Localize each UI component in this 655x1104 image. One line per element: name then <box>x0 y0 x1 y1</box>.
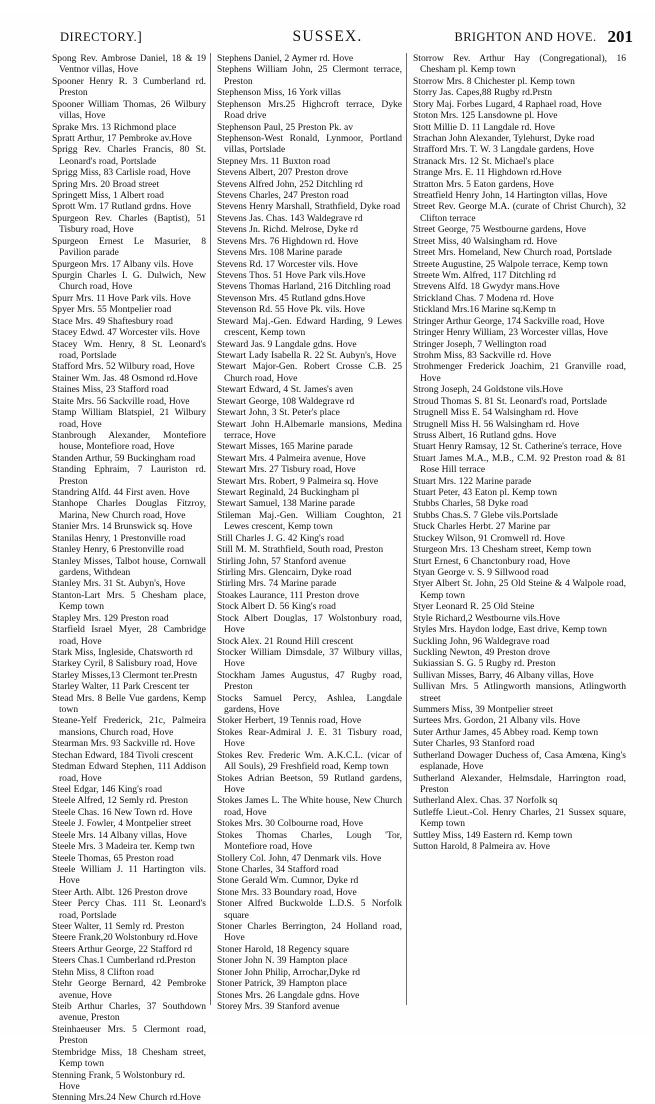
directory-entry: Stepney Mrs. 11 Buxton road <box>217 155 331 167</box>
directory-entry: Spooner William Thomas, 26 Wilbury villas, Hove <box>52 98 206 122</box>
directory-entry: Story Maj. Forbes Lugard, 4 Raphael road, Hove <box>413 98 602 110</box>
directory-entry: Streete Augustine, 25 Walpole terrace, Kemp town <box>413 258 608 270</box>
directory-entry: Stark Miss, Ingleside, Chatsworth rd <box>52 646 193 658</box>
directory-entry: Stratton Mrs. 5 Eaton gardens, Hove <box>413 178 554 190</box>
directory-entry: Stoner John N. 39 Hampton place <box>217 955 348 967</box>
directory-entry: Stewart Mrs. 27 Tisbury road, Hove <box>217 464 356 476</box>
directory-entry: Suckling Newton, 49 Preston drove <box>413 646 550 658</box>
directory-entry: Stokes James L. The White house, New Church road, Hove <box>217 795 402 818</box>
directory-entry: Standen Arthur, 59 Buckingham road <box>52 452 196 464</box>
directory-entry: Steer Percy Chas. 111 St. Leonard's road, Portslade <box>52 898 206 921</box>
directory-entry: Stuckey Wilson, 91 Cromwell rd. Hove <box>413 532 565 544</box>
directory-entry: Steane-Yelf Frederick, 21c, Palmeira mansions, Church road, Hove <box>52 715 206 738</box>
directory-entry: Stanley Henry, 6 Prestonville road <box>52 544 184 556</box>
running-head <box>14 12 641 46</box>
directory-entry: Still Charles J. G. 42 King's road <box>217 532 345 544</box>
directory-entry: Sukiassian S. G. 5 Rugby rd. Preston <box>413 658 556 670</box>
directory-entry: Stubbs Charles, 58 Dyke road <box>413 498 529 510</box>
directory-entry: Stokes Thomas Charles, Lough 'Tor, Montefiore road, Hove <box>217 829 402 853</box>
directory-entry: Stickland Mrs.16 Marine sq.Kemp tn <box>413 304 556 316</box>
directory-entry: Stuart Mrs. 122 Marine parade <box>413 475 532 487</box>
directory-entry: Stevens Jn. Richd. Melrose, Dyke rd <box>217 224 359 236</box>
directory-entry: Stafford Mrs. 52 Wilbury road, Hove <box>52 361 195 373</box>
directory-entry: Steel Edgar, 146 King's road <box>52 784 163 795</box>
directory-entry: Stewart Lady Isabella R. 22 St. Aubyn's, Hove <box>217 349 397 361</box>
directory-entry: Stokes Mrs. 30 Colbourne road, Hove <box>217 818 364 830</box>
directory-entry: Stapley Mrs. 129 Preston road <box>52 612 169 624</box>
directory-entry: Sutleffe Lieut.-Col. Henry Charles, 21 Sussex square, Kemp town <box>413 806 626 830</box>
directory-entry: Stewart Samuel, 138 Marine parade <box>217 498 355 510</box>
directory-entry: Storrow Rev. Arthur Hay (Congregational), 16 Chesham pl. Kemp town <box>413 53 626 76</box>
directory-entry: Stubbs Chas.S. 7 Glebe vils.Portslade <box>413 509 558 521</box>
directory-entry: Stanton-Lart Mrs. 5 Chesham place, Kemp town <box>52 589 206 613</box>
directory-entry: Sutherland Alex. Chas. 37 Norfolk sq <box>413 795 558 807</box>
directory-entry: Stainer Wm. Jas. 48 Osmond rd.Hove <box>52 372 198 384</box>
directory-entry: Stock Albert D. 56 King's road <box>217 601 336 613</box>
directory-entry: Steer Arth. Albt. 126 Preston drove <box>52 886 188 898</box>
directory-entry: Styer Leonard R. 25 Old Steine <box>413 601 535 613</box>
directory-entry: Stevens Henry Marshall, Strathfield, Dyke road <box>217 201 401 213</box>
directory-entry: Steinhaeuser Mrs. 5 Clermont road, Preston <box>52 1023 206 1047</box>
directory-entry: Stedman Edward Stephen, 111 Addison road, Hove <box>52 761 206 784</box>
directory-entry: Strafford Mrs. T. W. 3 Langdale gardens, Hove <box>413 144 594 156</box>
directory-entry: Steib Arthur Charles, 37 Southdown avenue, Preston <box>52 1001 206 1024</box>
directory-entry: Stockham James Augustus, 47 Rugby road, Preston <box>217 669 402 693</box>
directory-entry: Stoner Alfred Buckwolde L.D.S. 5 Norfolk square <box>217 898 402 921</box>
running-head-bracket: ] <box>137 30 143 45</box>
directory-entry: Steele Alfred, 12 Semly rd. Preston <box>52 795 188 807</box>
directory-entry: Spurgin Charles I. G. Dulwich, New Church road, Hove <box>52 270 206 293</box>
directory-entry: Stephenson Mrs.25 Highcroft terrace, Dyke Road drive <box>217 98 402 122</box>
directory-entry: Strohmenger Frederick Joachim, 21 Granville road, Hove <box>413 361 626 384</box>
directory-entry: Stirling John, 57 Stanford avenue <box>217 555 346 567</box>
directory-entry: Stokes Rear-Admiral J. E. 31 Tisbury road, Hove <box>217 726 402 750</box>
running-head-left-label: DIRECTORY. <box>60 30 138 44</box>
directory-entry: Stileman Maj.-Gen. William Coughton, 21 Lewes crescent, Kemp town <box>217 509 402 533</box>
directory-entry: Stone Charles, 34 Stafford road <box>217 863 339 875</box>
directory-entry: Stevens Mrs. 76 Highdown rd. Hove <box>217 235 359 247</box>
directory-entry: Stembridge Miss, 18 Chesham street, Kemp town <box>52 1046 206 1070</box>
directory-entry: Steele J. Fowler, 4 Montpelier street <box>52 818 192 830</box>
directory-entry: Starley Misses,13 Clermont ter.Prestn <box>52 669 198 681</box>
directory-entry: Stott Millie D. 11 Langdale rd. Hove <box>413 121 555 133</box>
directory-entry: Starfield Israel Myer, 28 Cambridge road, Hove <box>52 624 206 647</box>
directory-entry: Stevens Jas. Chas. 143 Waldegrave rd <box>217 212 363 224</box>
directory-entry: Street Rev. George M.A. (curate of Christ Church), 32 Clifton terrace <box>413 201 626 224</box>
directory-entry: Strohm Miss, 83 Sackville rd. Hove <box>413 349 552 361</box>
directory-entry: Stephens Daniel, 2 Aymer rd. Hove <box>217 53 354 64</box>
directory-entry: Strong Joseph, 24 Goldstone vils.Hove <box>413 384 563 396</box>
directory-entry: Spooner Henry R. 3 Cumberland rd. Preston <box>52 75 206 99</box>
directory-entry: Sturt Ernest, 6 Chanctonbury road, Hove <box>413 555 571 567</box>
directory-entry: Stenning Mrs.24 New Church rd.Hove <box>52 1092 201 1104</box>
directory-entry: Stephens William John, 25 Clermont terrace, Preston <box>217 64 402 87</box>
directory-entry: Stollery Col. John, 47 Denmark vils. Hove <box>217 852 382 864</box>
directory-entry: Stevens Thos. 51 Hove Park vils.Hove <box>217 270 366 282</box>
directory-entry: Steele Thomas, 65 Preston road <box>52 852 174 864</box>
directory-column-3 <box>406 53 628 1005</box>
directory-entry: Starkey Cyril, 8 Salisbury road, Hove <box>52 658 197 670</box>
directory-entry: Stewart Misses, 165 Marine parade <box>217 441 353 453</box>
directory-entry: Stewart John H.Albemarle mansions, Medina terrace, Hove <box>217 418 402 441</box>
directory-entry: Stroud Thomas S. 81 St. Leonard's road, Portslade <box>413 395 607 407</box>
directory-entry: Stokes Adrian Beetson, 59 Rutland gardens, Hove <box>217 772 402 795</box>
directory-entry: Stevens Charles, 247 Preston road <box>217 190 349 202</box>
directory-entry: Stuart Peter, 43 Eaton pl. Kemp town <box>413 487 557 499</box>
directory-entry: Stoner Patrick, 39 Hampton place <box>217 978 347 990</box>
directory-entry: Styan George v. S. 9 Sillwood road <box>413 566 549 578</box>
directory-entry: Steward Maj.-Gen. Edward Harding, 9 Lewes crescent, Kemp town <box>217 315 402 339</box>
directory-entry: Stoker Herbert, 19 Tennis road, Hove <box>217 715 362 727</box>
directory-entry: Strugnell Miss H. 56 Walsingham rd. Hove <box>413 418 580 430</box>
directory-entry: Summers Miss, 39 Montpelier street <box>413 704 554 716</box>
running-head-right <box>454 26 641 46</box>
directory-entry: Starley Walter, 11 Park Crescent ter <box>52 681 190 693</box>
directory-entry: Stoton Mrs. 125 Lansdowne pl. Hove <box>413 110 558 122</box>
directory-entry: Stocks Samuel Percy, Ashlea, Langdale gardens, Hove <box>217 692 402 716</box>
directory-entry: Streatfield Henry John, 14 Hartington villas, Hove <box>413 190 608 202</box>
directory-column-1 <box>10 53 210 1104</box>
directory-entry: Steele Mrs. 3 Madeira ter. Kemp twn <box>52 841 195 853</box>
directory-entry: Storey Mrs. 39 Stanford avenue <box>217 1001 340 1013</box>
directory-entry: Street Miss, 40 Walsingham rd. Hove <box>413 235 558 247</box>
directory-entry: Spurgeon Rev. Charles (Baptist), 51 Tisbury road, Hove <box>52 212 206 236</box>
directory-entry: Stewart Mrs. 4 Palmeira avenue, Hove <box>217 452 366 464</box>
directory-entry: Strickland Chas. 7 Modena rd. Hove <box>413 292 554 304</box>
directory-entry: Street Mrs. Homeland, New Church road, Portslade <box>413 247 612 259</box>
directory-entry: Stoakes Laurance, 111 Preston drove <box>217 589 359 601</box>
directory-entry: Sutherland Alexander, Helmsdale, Harrington road, Preston <box>413 772 626 795</box>
directory-entry: Standing Ephraim, 7 Lauriston rd. Preston <box>52 464 206 487</box>
directory-entry: Steere Frank,20 Wolstonbury rd.Hove <box>52 932 198 944</box>
directory-entry: Stehn Miss, 8 Clifton road <box>52 966 154 978</box>
directory-entry: Stoner John Philip, Arrochar,Dyke rd <box>217 966 361 978</box>
directory-entry: Strachan John Alexander, Tylehurst, Dyke road <box>413 132 595 144</box>
directory-entry: Stevens Albert, 207 Preston drove <box>217 167 348 179</box>
directory-entry: Stringer Joseph, 7 Wellington road <box>413 338 547 350</box>
directory-entry: Standring Alfd. 44 First aven. Hove <box>52 487 190 499</box>
directory-entry: Stirling Mrs. 74 Marine parade <box>217 578 337 590</box>
directory-entry: Spurgeon Ernest Le Masurier, 8 Pavilion parade <box>52 235 206 259</box>
directory-entry: Storrow Mrs. 8 Chichester pl. Kemp town <box>413 75 575 87</box>
directory-entry: Stace Mrs. 49 Shaftesbury road <box>52 315 173 327</box>
directory-entry: Spyer Mrs. 55 Montpelier road <box>52 304 172 316</box>
directory-entry: Spong Rev. Ambrose Daniel, 18 & 19 Ventnor villas, Hove <box>52 53 206 76</box>
directory-entry: Sprott Wm. 17 Rutland grdns. Hove <box>52 201 191 213</box>
directory-entry: Stone Mrs. 33 Boundary road, Hove <box>217 886 357 898</box>
directory-columns <box>10 53 647 1104</box>
directory-entry: Struss Albert, 16 Rutland gdns. Hove <box>413 429 557 441</box>
directory-entry: Sutton Harold, 8 Palmeira av. Hove <box>413 841 550 853</box>
directory-entry: Stanbrough Alexander, Montefiore house, Montefiore road, Hove <box>52 429 206 453</box>
directory-entry: Sullivan Mrs. 5 Atlingworth mansions, Atlingworth street <box>413 681 626 704</box>
directory-entry: Stranack Mrs. 12 St. Michael's place <box>413 155 554 167</box>
directory-entry: Stevenson Mrs. 45 Rutland gdns.Hove <box>217 292 366 304</box>
directory-page <box>0 12 655 1104</box>
directory-entry: Steele Chas. 16 New Town rd. Hove <box>52 806 193 818</box>
directory-entry: Stanley Mrs. 31 St. Aubyn's, Hove <box>52 578 186 590</box>
directory-entry: Sprigg Rev. Charles Francis, 80 St. Leonard's road, Portslade <box>52 144 206 167</box>
directory-entry: Steele William J. 11 Hartington vils. Hove <box>52 863 206 887</box>
directory-entry: Stevens Thomas Harland, 216 Ditchling road <box>217 281 391 293</box>
directory-entry: Stevens Alfred John, 252 Ditchling rd <box>217 178 363 190</box>
directory-entry: Strevens Alfd. 18 Gwydyr mans.Hove <box>413 281 560 293</box>
page-number: 201 <box>607 27 633 46</box>
directory-entry: Strugnell Miss E. 54 Walsingham rd. Hove <box>413 407 579 419</box>
directory-entry: Stewart Major-Gen. Robert Crosse C.B. 25 Church road, Hove <box>217 361 402 384</box>
directory-entry: Stenning Frank, 5 Wolstonbury rd. Hove <box>52 1069 185 1092</box>
directory-entry: Stanier Mrs. 14 Brunswick sq. Hove <box>52 521 193 533</box>
directory-entry: Stuart James M.A., M.B., C.M. 92 Preston road & 81 Rose Hill terrace <box>413 452 626 476</box>
directory-entry: Stephenson Miss, 16 York villas <box>217 87 341 99</box>
directory-entry: Stewart Edward, 4 St. James's aven <box>217 384 354 396</box>
directory-entry: Steer Walter, 11 Semly rd. Preston <box>52 921 185 933</box>
directory-entry: Stones Mrs. 26 Langdale gdns. Hove <box>217 989 360 1001</box>
running-head-center: SUSSEX. <box>292 28 363 45</box>
directory-entry: Spratt Arthur, 17 Pembroke av.Hove <box>52 132 192 144</box>
directory-entry: Stewart Mrs. Robert, 9 Palmeira sq. Hove <box>217 475 379 487</box>
directory-entry: Stevens Mrs. 108 Marine parade <box>217 247 343 259</box>
directory-entry: Stocker William Dimsdale, 37 Wilbury villas, Hove <box>217 646 402 670</box>
directory-entry: Spurgeon Mrs. 17 Albany vils. Hove <box>52 258 194 270</box>
directory-entry: Stewart Reginald, 24 Buckingham pl <box>217 487 360 499</box>
directory-entry: Stephenson Paul, 25 Preston Pk. av <box>217 121 353 133</box>
directory-entry: Steers Arthur George, 22 Stafford rd <box>52 943 193 955</box>
directory-entry: Stechan Edward, 184 Tivoli crescent <box>52 749 194 761</box>
directory-entry: Stacey Wm. Henry, 8 St. Leonard's road, Portslade <box>52 338 206 361</box>
directory-entry: Suter Charles, 93 Stanford road <box>413 738 535 750</box>
directory-entry: Streete Wm. Alfred, 117 Ditchling rd <box>413 270 556 282</box>
directory-entry: Springett Miss, 1 Albert road <box>52 190 164 202</box>
directory-entry: Suter Arthur James, 45 Abbey road. Kemp town <box>413 726 599 738</box>
directory-entry: Stacey Edwd. 47 Worcester vils. Hove <box>52 327 200 339</box>
directory-entry: Suttley Miss, 149 Eastern rd. Kemp town <box>413 829 573 841</box>
directory-entry: Steele Mrs. 14 Albany villas, Hove <box>52 829 187 841</box>
directory-entry: Stringer Henry William, 23 Worcester villas, Hove <box>413 327 608 339</box>
directory-entry: Stewart John, 3 St. Peter's place <box>217 407 340 419</box>
directory-entry: Sprigg Miss, 83 Carlisle road, Hove <box>52 167 191 179</box>
directory-entry: Stanley Misses, Talbot house, Cornwall gardens, Withdean <box>52 555 206 578</box>
directory-entry: Stone Gerald Wm. Cumnor, Dyke rd <box>217 875 359 887</box>
directory-entry: Still M. M. Strathfield, South road, Preston <box>217 544 384 556</box>
directory-entry: Steers Chas.1 Cumberland rd.Preston <box>52 955 196 967</box>
directory-entry: Stevens Rd. 17 Worcester vils. Hove <box>217 258 358 270</box>
directory-entry: Stuck Charles Herbt. 27 Marine par <box>413 521 551 533</box>
directory-entry: Spurr Mrs. 11 Hove Park vils. Hove <box>52 292 191 304</box>
directory-entry: Stock Albert Douglas, 17 Wolstonbury road, Hove <box>217 612 402 636</box>
directory-entry: Sprake Mrs. 13 Richmond place <box>52 121 177 133</box>
directory-entry: Stead Mrs. 8 Belle Vue gardens, Kemp town <box>52 692 206 716</box>
directory-entry: Stokes Rev. Frederic Wm. A.K.C.L. (vicar of All Souls), 29 Freshfield road, Kemp town <box>217 749 402 773</box>
directory-entry: Sullivan Misses, Barry, 46 Albany villas, Hove <box>413 669 594 681</box>
directory-entry: Spring Mrs. 20 Broad street <box>52 178 160 190</box>
directory-entry: Stringer Arthur George, 174 Sackville road, Hove <box>413 315 605 327</box>
directory-entry: Stevenson Rd. 55 Hove Pk. vils. Hove <box>217 304 365 316</box>
directory-entry: Stehr George Bernard, 42 Pembroke avenue, Hove <box>52 978 206 1001</box>
directory-entry: Street George, 75 Westbourne gardens, Hove <box>413 224 587 236</box>
directory-entry: Suckling John, 96 Waldegrave road <box>413 635 550 647</box>
directory-entry: Surtees Mrs. Gordon, 21 Albany vils. Hove <box>413 715 580 727</box>
directory-entry: Stirling Mrs. Glencairn, Dyke road <box>217 566 352 578</box>
directory-entry: Styer Albert St. John, 25 Old Steine & 4 Walpole road, Kemp town <box>413 578 626 601</box>
directory-entry: Stanilas Henry, 1 Prestonville road <box>52 532 186 544</box>
directory-entry: Steward Jas. 9 Langdale gdns. Hove <box>217 338 357 350</box>
directory-entry: Stuart Henry Ramsay, 12 St. Catherine's terrace, Hove <box>413 441 622 453</box>
directory-entry: Strange Mrs. E. 11 Highdown rd.Hove <box>413 167 562 179</box>
directory-entry: Staite Mrs. 56 Sackville road, Hove <box>52 395 190 407</box>
running-head-section-label: BRIGHTON AND HOVE. <box>454 30 597 44</box>
directory-entry: Stephenson-West Ronald, Lynmoor, Portland villas, Portslade <box>217 132 402 156</box>
directory-entry: Stock Alex. 21 Round Hill crescent <box>217 635 354 647</box>
directory-entry: Storry Jas. Capes,88 Rugby rd.Prstn <box>413 87 552 99</box>
directory-entry: Stoner Charles Berrington, 24 Holland road, Hove <box>217 921 402 944</box>
directory-entry: Stewart George, 108 Waldegrave rd <box>217 395 355 407</box>
directory-entry: Style Richard,2 Westbourne vils.Hove <box>413 612 560 624</box>
directory-entry: Stamp William Blatspiel, 21 Wilbury road, Hove <box>52 407 206 430</box>
directory-column-2 <box>210 53 406 1013</box>
directory-entry: Sutherland Dowager Duchess of, Casa Amœna, King's esplanade, Hove <box>413 749 626 773</box>
directory-entry: Sturgeon Mrs. 13 Chesham street, Kemp town <box>413 544 592 556</box>
directory-entry: Styles Mrs. Haydon lodge, East drive, Kemp town <box>413 624 607 636</box>
directory-entry: Stoner Harold, 18 Regency square <box>217 943 350 955</box>
directory-entry: Stanhope Charles Douglas Fitzroy, Marina, New Church road, Hove <box>52 498 206 521</box>
directory-entry: Stearman Mrs. 93 Sackville rd. Hove <box>52 738 195 750</box>
directory-entry: Staines Miss, 23 Stafford road <box>52 384 169 396</box>
